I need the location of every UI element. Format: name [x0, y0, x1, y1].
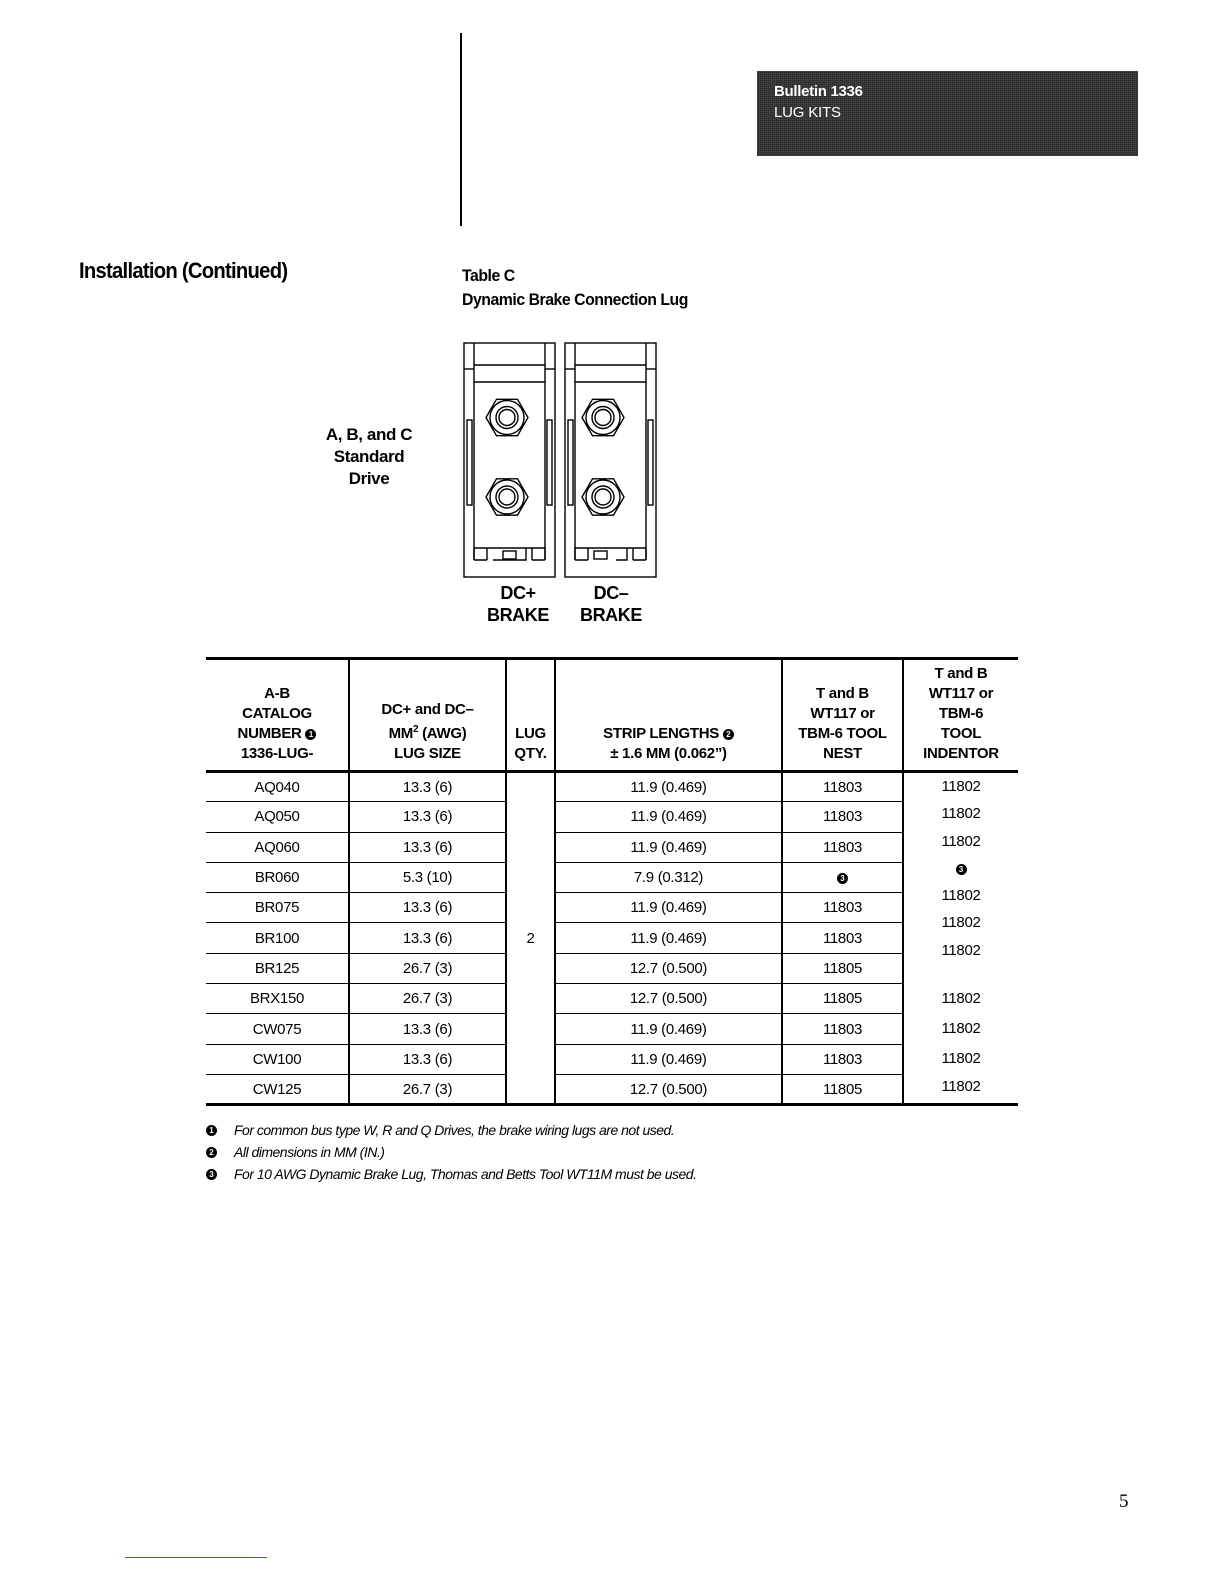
lug-size-cell: 13.3 (6): [349, 832, 506, 862]
strip-length-cell: 11.9 (0.469): [555, 893, 782, 923]
strip-length-cell: 11.9 (0.469): [555, 802, 782, 832]
tool-nest-cell: [782, 862, 903, 892]
drive-label-line: Standard: [333, 447, 405, 466]
header-line: A-B: [264, 685, 290, 702]
lug-size-cell: 26.7 (3): [349, 953, 506, 983]
header-line: LUG: [515, 725, 546, 742]
header-line: TBM-6 TOOL: [798, 725, 887, 742]
lug-size-cell: 26.7 (3): [349, 984, 506, 1014]
product-name: LUG KITS: [774, 104, 841, 121]
indentor-value: 11802: [941, 1020, 981, 1037]
header-lug-qty: [506, 659, 555, 772]
header-line: QTY.: [514, 745, 547, 762]
lug-size-cell: 26.7 (3): [349, 1074, 506, 1104]
tool-nest-cell: 11805: [782, 984, 903, 1014]
strip-length-cell: 7.9 (0.312): [555, 862, 782, 892]
lug-size-cell: 13.3 (6): [349, 1014, 506, 1044]
tool-nest-cell: 11805: [782, 953, 903, 983]
lug-size-cell: 5.3 (10): [349, 862, 506, 892]
footnote: [206, 1141, 696, 1163]
header-line: LUG SIZE: [394, 745, 461, 762]
bulletin-header-box: [757, 71, 1138, 156]
footnote-text: For common bus type W, R and Q Drives, the brake wiring lugs are not used.: [234, 1122, 675, 1138]
table-row: [206, 802, 1018, 832]
tool-nest-cell: 11803: [782, 893, 903, 923]
indentor-value: 11802: [941, 833, 981, 850]
footnote-marker: 1: [305, 729, 316, 740]
terminal-label-line: DC–: [593, 583, 629, 603]
header-line: T and B: [816, 685, 869, 702]
header-line: CATALOG: [242, 705, 312, 722]
lug-size-cell: 13.3 (6): [349, 923, 506, 953]
table-row: [206, 832, 1018, 862]
header-text: MM: [388, 725, 413, 742]
table-caption: [462, 264, 688, 312]
header-line: [352, 720, 503, 744]
footnote-text: All dimensions in MM (IN.): [234, 1144, 385, 1160]
header-line: [208, 724, 346, 744]
table-row: [206, 984, 1018, 1014]
header-text: (AWG): [418, 725, 467, 742]
footnote-marker: 1: [206, 1125, 217, 1136]
footnote-marker: 3: [206, 1169, 217, 1180]
indentor-value: 11802: [941, 914, 981, 931]
catalog-cell: CW100: [206, 1044, 349, 1074]
header-line: TOOL: [940, 725, 982, 742]
section-title: Installation (Continued): [79, 258, 288, 283]
brake-terminal-diagram: [463, 342, 657, 580]
table-row: [206, 953, 1018, 983]
strip-length-cell: 12.7 (0.500): [555, 984, 782, 1014]
footnote-marker: 3: [837, 873, 848, 884]
lug-size-cell: 13.3 (6): [349, 1044, 506, 1074]
catalog-cell: BR060: [206, 862, 349, 892]
header-line: TBM-6: [938, 705, 984, 722]
strip-length-cell: 12.7 (0.500): [555, 953, 782, 983]
table-row: [206, 1074, 1018, 1104]
tool-nest-cell: 11803: [782, 802, 903, 832]
tool-nest-cell: 11803: [782, 772, 903, 802]
footnote: [206, 1163, 696, 1185]
header-line: T and B: [934, 665, 988, 682]
indentor-value: 11802: [941, 887, 981, 904]
indentor-value: 11802: [941, 1078, 981, 1095]
header-line: [558, 724, 779, 744]
strip-length-cell: 11.9 (0.469): [555, 1044, 782, 1074]
drive-label: [300, 424, 438, 490]
table-row: [206, 772, 1018, 802]
lug-size-cell: 13.3 (6): [349, 772, 506, 802]
footnote: [206, 1119, 696, 1141]
header-strip-lengths: [555, 659, 782, 772]
tool-nest-cell: 11803: [782, 1014, 903, 1044]
drive-label-line: Drive: [348, 469, 390, 488]
terminal-label-line: BRAKE: [579, 605, 642, 625]
header-line: 1336-LUG-: [240, 745, 314, 762]
tool-indentor-cell: [903, 772, 1018, 1105]
lug-qty-cell: 2: [506, 772, 555, 1105]
terminal-label-dc-minus: [566, 582, 656, 626]
tool-nest-cell: 11803: [782, 1044, 903, 1074]
table-header-row: [206, 659, 1018, 772]
superscript: 2: [412, 724, 419, 735]
table-number: Table C: [462, 266, 515, 285]
footnotes: [206, 1119, 696, 1185]
indentor-value: 11802: [941, 1050, 981, 1067]
header-line: DC+ and DC–: [381, 701, 474, 718]
header-tool-indentor: [903, 659, 1018, 772]
screw-icon: [582, 399, 624, 435]
header-lug-size: [349, 659, 506, 772]
catalog-cell: CW125: [206, 1074, 349, 1104]
lug-size-cell: 13.3 (6): [349, 802, 506, 832]
strip-length-cell: 12.7 (0.500): [555, 1074, 782, 1104]
footnote-marker: 2: [723, 729, 734, 740]
header-line: INDENTOR: [923, 745, 999, 762]
header-text: STRIP LENGTHS: [603, 725, 719, 742]
screw-icon: [486, 479, 528, 515]
screw-icon: [486, 399, 528, 435]
table-row: [206, 893, 1018, 923]
tool-nest-cell: 11805: [782, 1074, 903, 1104]
screw-icon: [582, 479, 624, 515]
vertical-rule: [460, 33, 462, 226]
catalog-cell: BRX150: [206, 984, 349, 1014]
catalog-cell: BR075: [206, 893, 349, 923]
tool-nest-cell: 11803: [782, 923, 903, 953]
header-line: WT117 or: [810, 705, 875, 722]
catalog-cell: CW075: [206, 1014, 349, 1044]
strip-length-cell: 11.9 (0.469): [555, 772, 782, 802]
table-row: [206, 862, 1018, 892]
terminal-label-line: BRAKE: [486, 605, 549, 625]
header-tool-nest: [782, 659, 903, 772]
catalog-cell: AQ050: [206, 802, 349, 832]
table-title: Dynamic Brake Connection Lug: [462, 290, 688, 309]
header-text: NUMBER: [237, 725, 302, 742]
terminal-block-left: [464, 343, 555, 577]
table-row: [206, 923, 1018, 953]
indentor-value: 11802: [941, 778, 981, 795]
indentor-value: 11802: [941, 990, 981, 1007]
footnote-marker: 2: [206, 1147, 217, 1158]
indentor-value: 11802: [941, 805, 981, 822]
header-line: NEST: [823, 745, 862, 762]
catalog-cell: BR100: [206, 923, 349, 953]
catalog-cell: BR125: [206, 953, 349, 983]
strip-length-cell: 11.9 (0.469): [555, 1014, 782, 1044]
footnote-marker: 3: [956, 864, 967, 875]
terminal-label-dc-plus: [473, 582, 563, 626]
lug-table: [206, 657, 1018, 1106]
catalog-cell: AQ040: [206, 772, 349, 802]
header-line: ± 1.6 MM (0.062”): [610, 745, 727, 762]
bulletin-number: Bulletin 1336: [774, 83, 863, 100]
indentor-value: 11802: [941, 942, 981, 959]
strip-length-cell: 11.9 (0.469): [555, 923, 782, 953]
drive-label-line: A, B, and C: [325, 425, 413, 444]
terminal-block-right: [565, 343, 656, 577]
lug-size-cell: 13.3 (6): [349, 893, 506, 923]
table-row: [206, 1044, 1018, 1074]
strip-length-cell: 11.9 (0.469): [555, 832, 782, 862]
page-number: 5: [1119, 1491, 1129, 1512]
header-catalog-number: [206, 659, 349, 772]
bottom-link-underline: [125, 1557, 267, 1558]
table-row: [206, 1014, 1018, 1044]
footnote-text: For 10 AWG Dynamic Brake Lug, Thomas and Betts Tool WT11M must be used.: [234, 1166, 697, 1182]
indentor-marker-line: [904, 860, 1018, 878]
terminal-label-line: DC+: [500, 583, 536, 603]
header-line: WT117 or: [928, 685, 994, 702]
tool-nest-cell: 11803: [782, 832, 903, 862]
catalog-cell: AQ060: [206, 832, 349, 862]
